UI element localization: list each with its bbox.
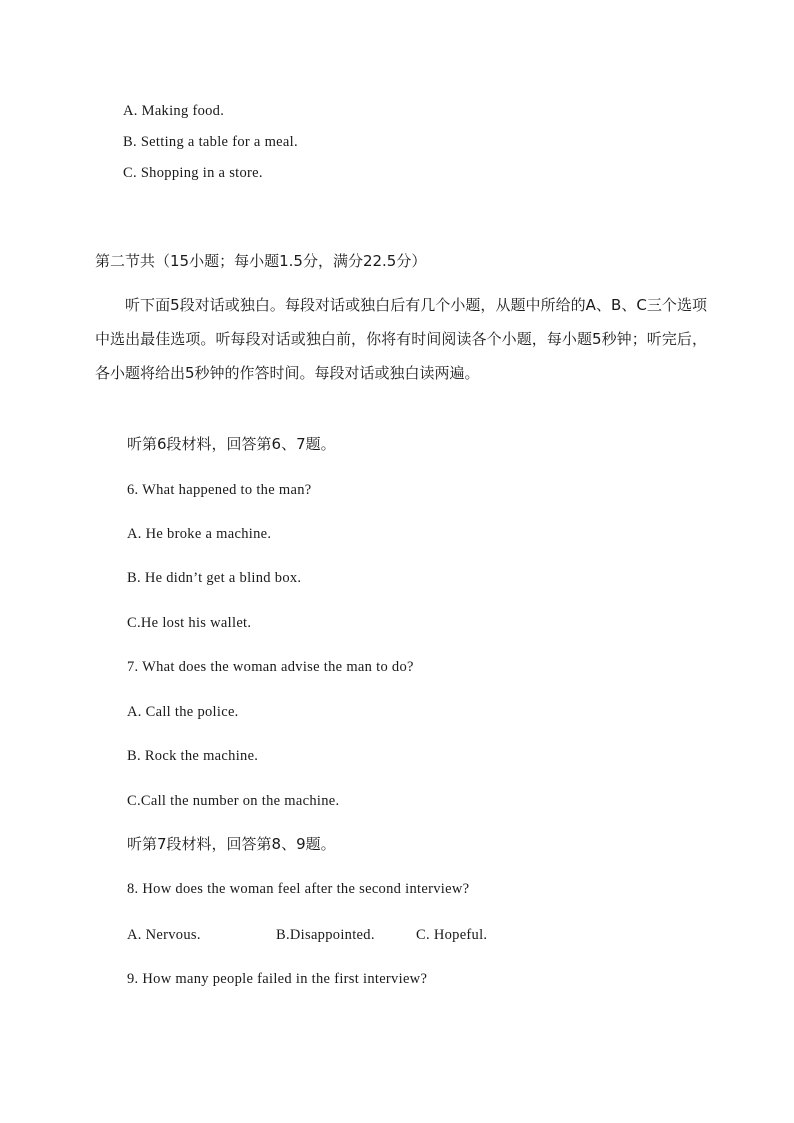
q7-question: 7. What does the woman advise the man to do? xyxy=(127,659,414,675)
q8-option-c: C. Hopeful. xyxy=(416,927,488,943)
q6-option-c: C.He lost his wallet. xyxy=(127,615,252,631)
q5-option-a: A. Making food. xyxy=(123,103,225,119)
q8-options-row xyxy=(127,928,515,943)
q5-option-b: B. Setting a table for a meal. xyxy=(123,134,298,150)
material6-intro: 听第6段材料，回答第6、7题。 xyxy=(127,435,336,453)
material7-intro: 听第7段材料，回答第8、9题。 xyxy=(127,835,336,853)
section2-instructions: 听下面5段对话或独白。每段对话或独白后有几个小题，从题中所给的A、B、C三个选项中选出最佳选项。听每段对话或独白前，你将有时间阅读各个小题，每小题5秒钟；听完后，各小题将给出5秒钟的作答时间。每段对话或独白读两遍。 xyxy=(95,296,707,382)
q8-question: 8. How does the woman feel after the second interview? xyxy=(127,881,470,897)
q6-option-a: A. He broke a machine. xyxy=(127,526,272,542)
q9-question: 9. How many people failed in the first interview? xyxy=(127,971,428,987)
q7-option-b: B. Rock the machine. xyxy=(127,748,259,764)
section2-heading: 第二节共（15小题；每小题1.5分，满分22.5分） xyxy=(95,252,427,270)
q6-option-b: B. He didn’t get a blind box. xyxy=(127,570,302,586)
q8-option-b: B.Disappointed. xyxy=(276,927,375,943)
q8-option-a: A. Nervous. xyxy=(127,927,201,943)
q7-option-c: C.Call the number on the machine. xyxy=(127,793,340,809)
q7-option-a: A. Call the police. xyxy=(127,704,239,720)
q5-option-c: C. Shopping in a store. xyxy=(123,165,263,181)
q6-question: 6. What happened to the man? xyxy=(127,482,312,498)
